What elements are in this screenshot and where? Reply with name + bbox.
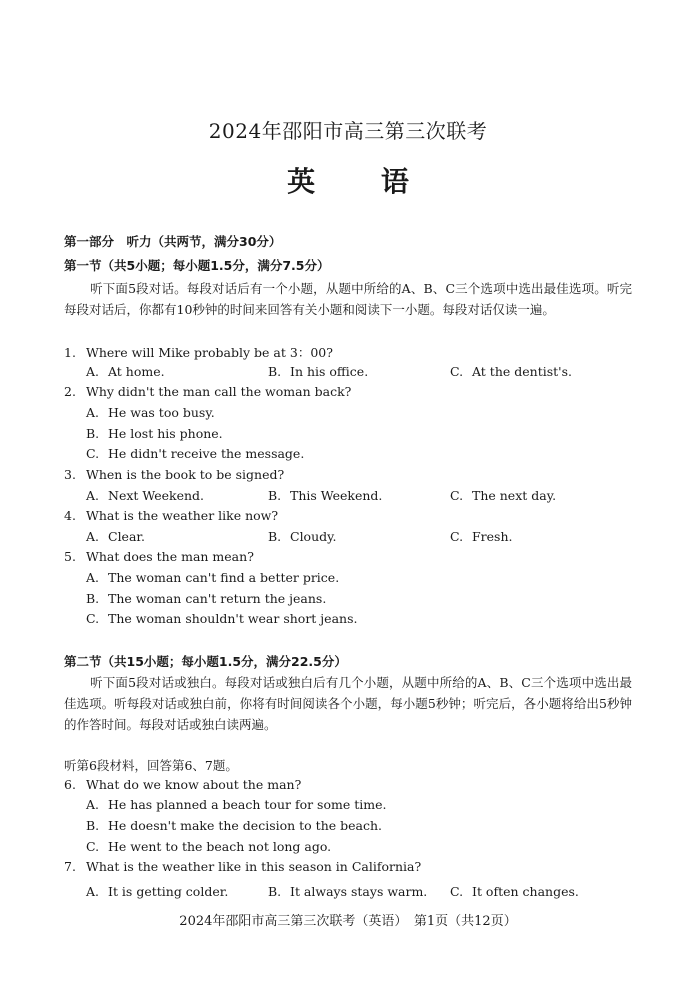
option-1a: [86, 364, 165, 379]
option-label: B.: [268, 884, 282, 899]
option-label: C.: [450, 529, 464, 544]
option-6b: [86, 818, 382, 833]
option-6c: [86, 839, 331, 854]
option-label: C.: [450, 488, 464, 503]
section2-instructions: [64, 672, 632, 735]
question-number: 2.: [64, 384, 76, 399]
option-text: Cloudy.: [290, 529, 337, 544]
question-number: 6.: [64, 777, 76, 792]
option-4a: [86, 529, 145, 544]
option-label: A.: [86, 884, 100, 899]
option-label: C.: [450, 364, 464, 379]
option-7c: [450, 884, 579, 899]
option-text: He doesn't make the decision to the beach.: [108, 818, 382, 833]
option-text: He was too busy.: [108, 405, 215, 420]
option-6a: [86, 797, 386, 812]
option-text: This Weekend.: [290, 488, 383, 503]
question-text: Why didn't the man call the woman back?: [86, 384, 352, 399]
option-text: Next Weekend.: [108, 488, 205, 503]
question-number: 5.: [64, 549, 76, 564]
option-4b: [268, 529, 337, 544]
section1-instructions-text: 听下面5段对话。每段对话后有一个小题，从题中所给的A、B、C三个选项中选出最佳选项。听完每段对话后，你都有10秒钟的时间来回答有关小题和阅读下一小题。每段对话仅读一遍。: [64, 281, 632, 317]
option-text: At the dentist's.: [472, 364, 572, 379]
question-4: [64, 508, 278, 523]
question-text: What do we know about the man?: [86, 777, 302, 792]
option-5a: [86, 570, 339, 585]
option-3a: [86, 488, 204, 503]
part1-heading: 第一部分 听力（共两节，满分30分）: [64, 234, 282, 249]
question-5: [64, 549, 254, 564]
question-text: What is the weather like in this season in California?: [86, 859, 422, 874]
question-3: [64, 467, 284, 482]
option-5c: [86, 611, 357, 626]
option-3b: [268, 488, 382, 503]
option-label: B.: [86, 426, 100, 441]
option-label: B.: [268, 529, 282, 544]
option-2a: [86, 405, 215, 420]
question-1: [64, 343, 333, 361]
option-4c: [450, 529, 513, 544]
option-label: A.: [86, 797, 100, 812]
option-1c: [450, 364, 572, 379]
option-1b: [268, 364, 368, 379]
option-label: A.: [86, 364, 100, 379]
option-label: C.: [450, 884, 464, 899]
subject-title: 英 语: [287, 165, 437, 198]
option-text: The woman can't return the jeans.: [108, 591, 327, 606]
option-text: He lost his phone.: [108, 426, 223, 441]
option-label: B.: [86, 591, 100, 606]
option-text: Clear.: [108, 529, 145, 544]
question-text: What is the weather like now?: [86, 508, 279, 523]
option-text: In his office.: [290, 364, 369, 379]
option-text: The woman can't find a better price.: [108, 570, 340, 585]
option-label: A.: [86, 570, 100, 585]
option-2c: [86, 446, 304, 461]
question-text: What does the man mean?: [86, 549, 254, 564]
option-text: It is getting colder.: [108, 884, 229, 899]
option-text: The woman shouldn't wear short jeans.: [108, 611, 358, 626]
question-text: Where will Mike probably be at 3：00?: [86, 345, 333, 360]
option-text: He has planned a beach tour for some time.: [108, 797, 387, 812]
question-number: 3.: [64, 467, 76, 482]
option-label: C.: [86, 446, 100, 461]
page-footer: 2024年邵阳市高三第三次联考（英语） 第1页（共12页）: [179, 914, 517, 929]
question-text: When is the book to be signed?: [86, 467, 285, 482]
option-label: B.: [86, 818, 100, 833]
section2-instructions-text: 听下面5段对话或独白。每段对话或独白后有几个小题，从题中所给的A、B、C三个选项中选出最佳选项。听每段对话或独白前，你将有时间阅读各个小题，每小题5秒钟；听完后，各小题将给出5秒钟的作答时间。每段对话或独白读两遍。: [64, 675, 632, 732]
option-label: B.: [268, 364, 282, 379]
question-number: 7.: [64, 859, 76, 874]
option-text: It often changes.: [472, 884, 579, 899]
option-text: It always stays warm.: [290, 884, 428, 899]
option-label: A.: [86, 405, 100, 420]
option-label: B.: [268, 488, 282, 503]
section1-instructions: [64, 278, 632, 320]
option-label: C.: [86, 611, 100, 626]
section2-heading: 第二节（共15小题；每小题1.5分，满分22.5分）: [64, 654, 347, 669]
option-text: He went to the beach not long ago.: [108, 839, 332, 854]
question-number: 1.: [64, 345, 76, 360]
option-2b: [86, 426, 223, 441]
material-note: 听第6段材料，回答第6、7题。: [64, 758, 238, 773]
option-5b: [86, 591, 326, 606]
section1-heading: 第一节（共5小题；每小题1.5分，满分7.5分）: [64, 258, 330, 273]
option-label: C.: [86, 839, 100, 854]
question-6: [64, 777, 301, 792]
option-label: A.: [86, 529, 100, 544]
option-text: Fresh.: [472, 529, 513, 544]
question-2: [64, 384, 351, 399]
option-text: The next day.: [472, 488, 557, 503]
option-text: At home.: [108, 364, 165, 379]
option-7b: [268, 884, 427, 899]
exam-title: 2024年邵阳市高三第三次联考: [208, 119, 488, 143]
option-3c: [450, 488, 556, 503]
option-7a: [86, 884, 228, 899]
option-label: A.: [86, 488, 100, 503]
option-text: He didn't receive the message.: [108, 446, 305, 461]
question-number: 4.: [64, 508, 76, 523]
question-7: [64, 859, 421, 874]
